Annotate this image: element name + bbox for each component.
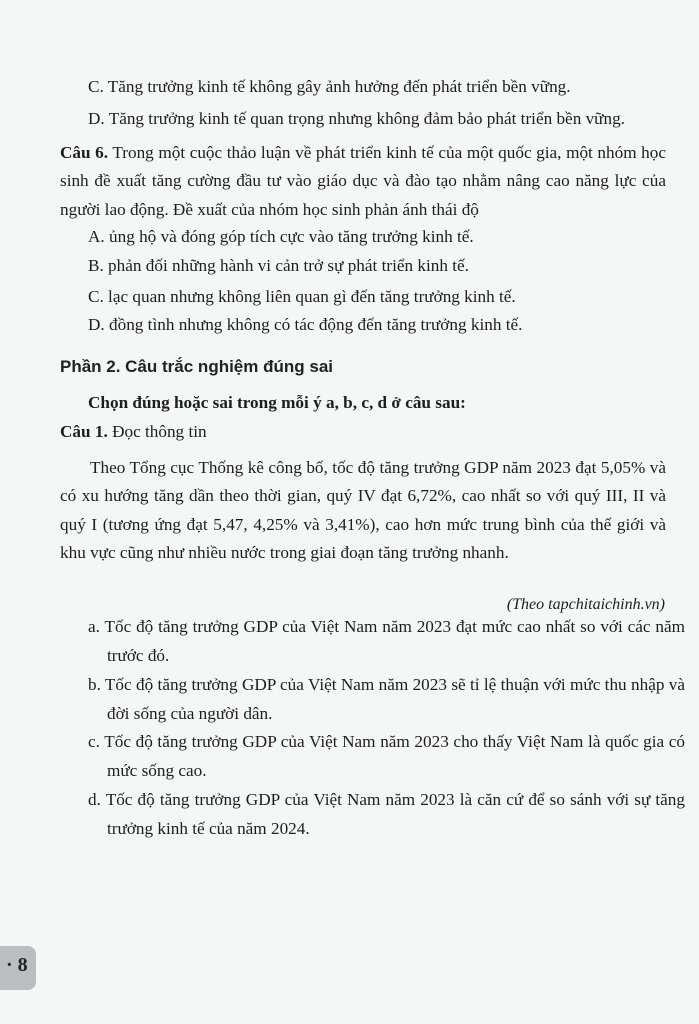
statement-d: d. Tốc độ tăng trưởng GDP của Việt Nam năm 2023 là căn cứ để so sánh với sự tăng trưởng kinh tế của năm 2024. <box>88 790 685 838</box>
question-6 <box>60 139 666 224</box>
info-passage: Theo Tổng cục Thống kê công bố, tốc độ tăng trưởng GDP năm 2023 đạt 5,05% và có xu hướng tăng dần theo thời gian, quý IV đạt 6,72%, cao nhất so với quý III, II và quý I (tương ứng đạt 5,47, 4,25% và 3,41%), cao hơn mức trung bình của thế giới và khu vực cũng như nhiều nước trong giai đoạn tăng trưởng nhanh. <box>60 458 666 562</box>
page-number: · 8 <box>6 954 28 976</box>
q6-option-b: B. phản đối những hành vi cản trở sự phát triển kinh tế. <box>88 256 469 275</box>
q6-option-a: A. ủng hộ và đóng góp tích cực vào tăng trưởng kinh tế. <box>88 227 474 246</box>
question-6-label: Câu 6. <box>60 143 109 162</box>
q6-option-d: D. đồng tình nhưng không có tác động đến tăng trưởng kinh tế. <box>88 315 523 334</box>
statement-a: a. Tốc độ tăng trưởng GDP của Việt Nam năm 2023 đạt mức cao nhất so với các năm trước đó. <box>88 617 685 665</box>
question-1-text: Đọc thông tin <box>107 422 207 441</box>
q6-option-c: C. lạc quan nhưng không liên quan gì đến tăng trưởng kinh tế. <box>88 287 516 306</box>
question-1-label: Câu 1. <box>60 422 108 441</box>
q5-option-c: C. Tăng trưởng kinh tế không gây ảnh hưởng đến phát triển bền vững. <box>88 77 571 96</box>
part-2-instruction: Chọn đúng hoặc sai trong mỗi ý a, b, c, d ở câu sau: <box>88 393 466 412</box>
passage-source: (Theo tapchitaichinh.vn) <box>506 596 665 613</box>
statement-c: c. Tốc độ tăng trưởng GDP của Việt Nam năm 2023 cho thấy Việt Nam là quốc gia có mức sống cao. <box>88 732 685 780</box>
question-1 <box>60 418 666 446</box>
question-6-text: Trong một cuộc thảo luận về phát triển kinh tế của một quốc gia, một nhóm học sinh đề xuất tăng cường đầu tư vào giáo dục và đào tạo nhằm nâng cao năng lực của người lao động. Đề xuất của nhóm học sinh phản ánh thái độ <box>60 143 666 219</box>
part-2-heading: Phần 2. Câu trắc nghiệm đúng sai <box>60 357 333 376</box>
q5-option-d: D. Tăng trưởng kinh tế quan trọng nhưng không đảm bảo phát triển bền vững. <box>88 109 625 128</box>
statement-b: b. Tốc độ tăng trưởng GDP của Việt Nam năm 2023 sẽ tỉ lệ thuận với mức thu nhập và đời sống của người dân. <box>88 675 685 723</box>
